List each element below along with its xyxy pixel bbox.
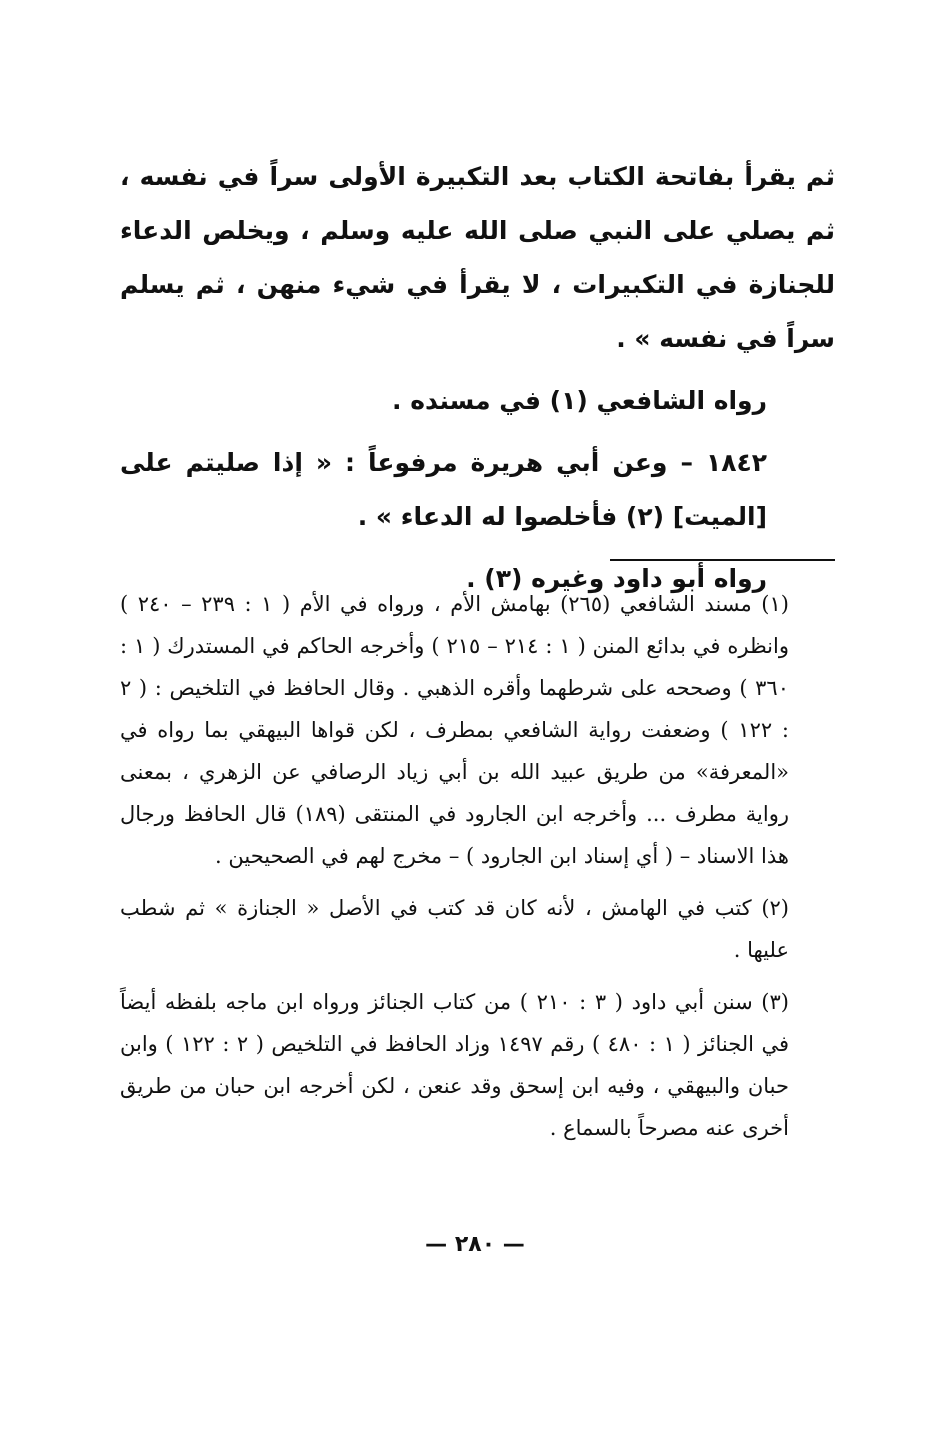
main-paragraph-1: ثم يقرأ بفاتحة الكتاب بعد التكبيرة الأولى سراً في نفسه ، ثم يصلي على النبي صلى الله عليه وسلم ، ويخلص الدعاء للجنازة في التكبيرات ، لا يقرأ في شيء منهن ، ثم يسلم سراً في نفسه » . <box>120 162 835 353</box>
footnote-3: (٣) سنن أبي داود ( ٣ : ٢١٠ ) من كتاب الجنائز ورواه ابن ماجه بلفظه أيضاً في الجنائز ( ١ : ٤٨٠ ) رقم ١٤٩٧ وزاد الحافظ في التلخيص ( ٢ : ١٢٢ ) وابن حبان والبيهقي ، وفيه ابن إسحق وقد عنعن ، لكن أخرجه ابن حبان من طريق أخرى عنه مصرحاً بالسماع . <box>120 990 790 1140</box>
page-number: — ٢٨٠ — <box>425 1232 525 1257</box>
footnote-divider <box>610 559 835 561</box>
hadith-1842: ١٨٤٢ – وعن أبي هريرة مرفوعاً : « إذا صليتم على [الميت] (٢) فأخلصوا له الدعاء » . <box>120 448 767 531</box>
main-paragraph-2: رواه الشافعي (١) في مسنده . <box>392 386 767 415</box>
footnote-2: (٢) كتب في الهامش ، لأنه كان قد كتب في الأصل « الجنازة » ثم شطب عليها . <box>120 896 789 962</box>
main-paragraph-4: رواه أبو داود وغيره (٣) . <box>466 564 767 593</box>
footnotes <box>120 583 835 1159</box>
footnote-1: (١) مسند الشافعي (٢٦٥) بهامش الأم ، ورواه في الأم ( ١ : ٢٣٩ – ٢٤٠ ) وانظره في بدائع المنن ( ١ : ٢١٤ – ٢١٥ ) وأخرجه الحاكم في المستدرك ( ١ : ٣٦٠ ) وصححه على شرطهما وأقره الذهبي . وقال الحافظ في التلخيص : ( ٢ : ١٢٢ ) وضعفت رواية الشافعي بمطرف ، لكن قواها البيهقي بما رواه في «المعرفة» من طريق عبيد الله بن أبي زياد الرصافي عن الزهري ، بمعنى رواية مطرف ... وأخرجه ابن الجارود في المنتقى (١٨٩) قال الحافظ ورجال هذا الاسناد – ( أي إسناد ابن الجارود ) – مخرج لهم في الصحيحين . <box>120 592 789 868</box>
main-text <box>120 150 835 614</box>
